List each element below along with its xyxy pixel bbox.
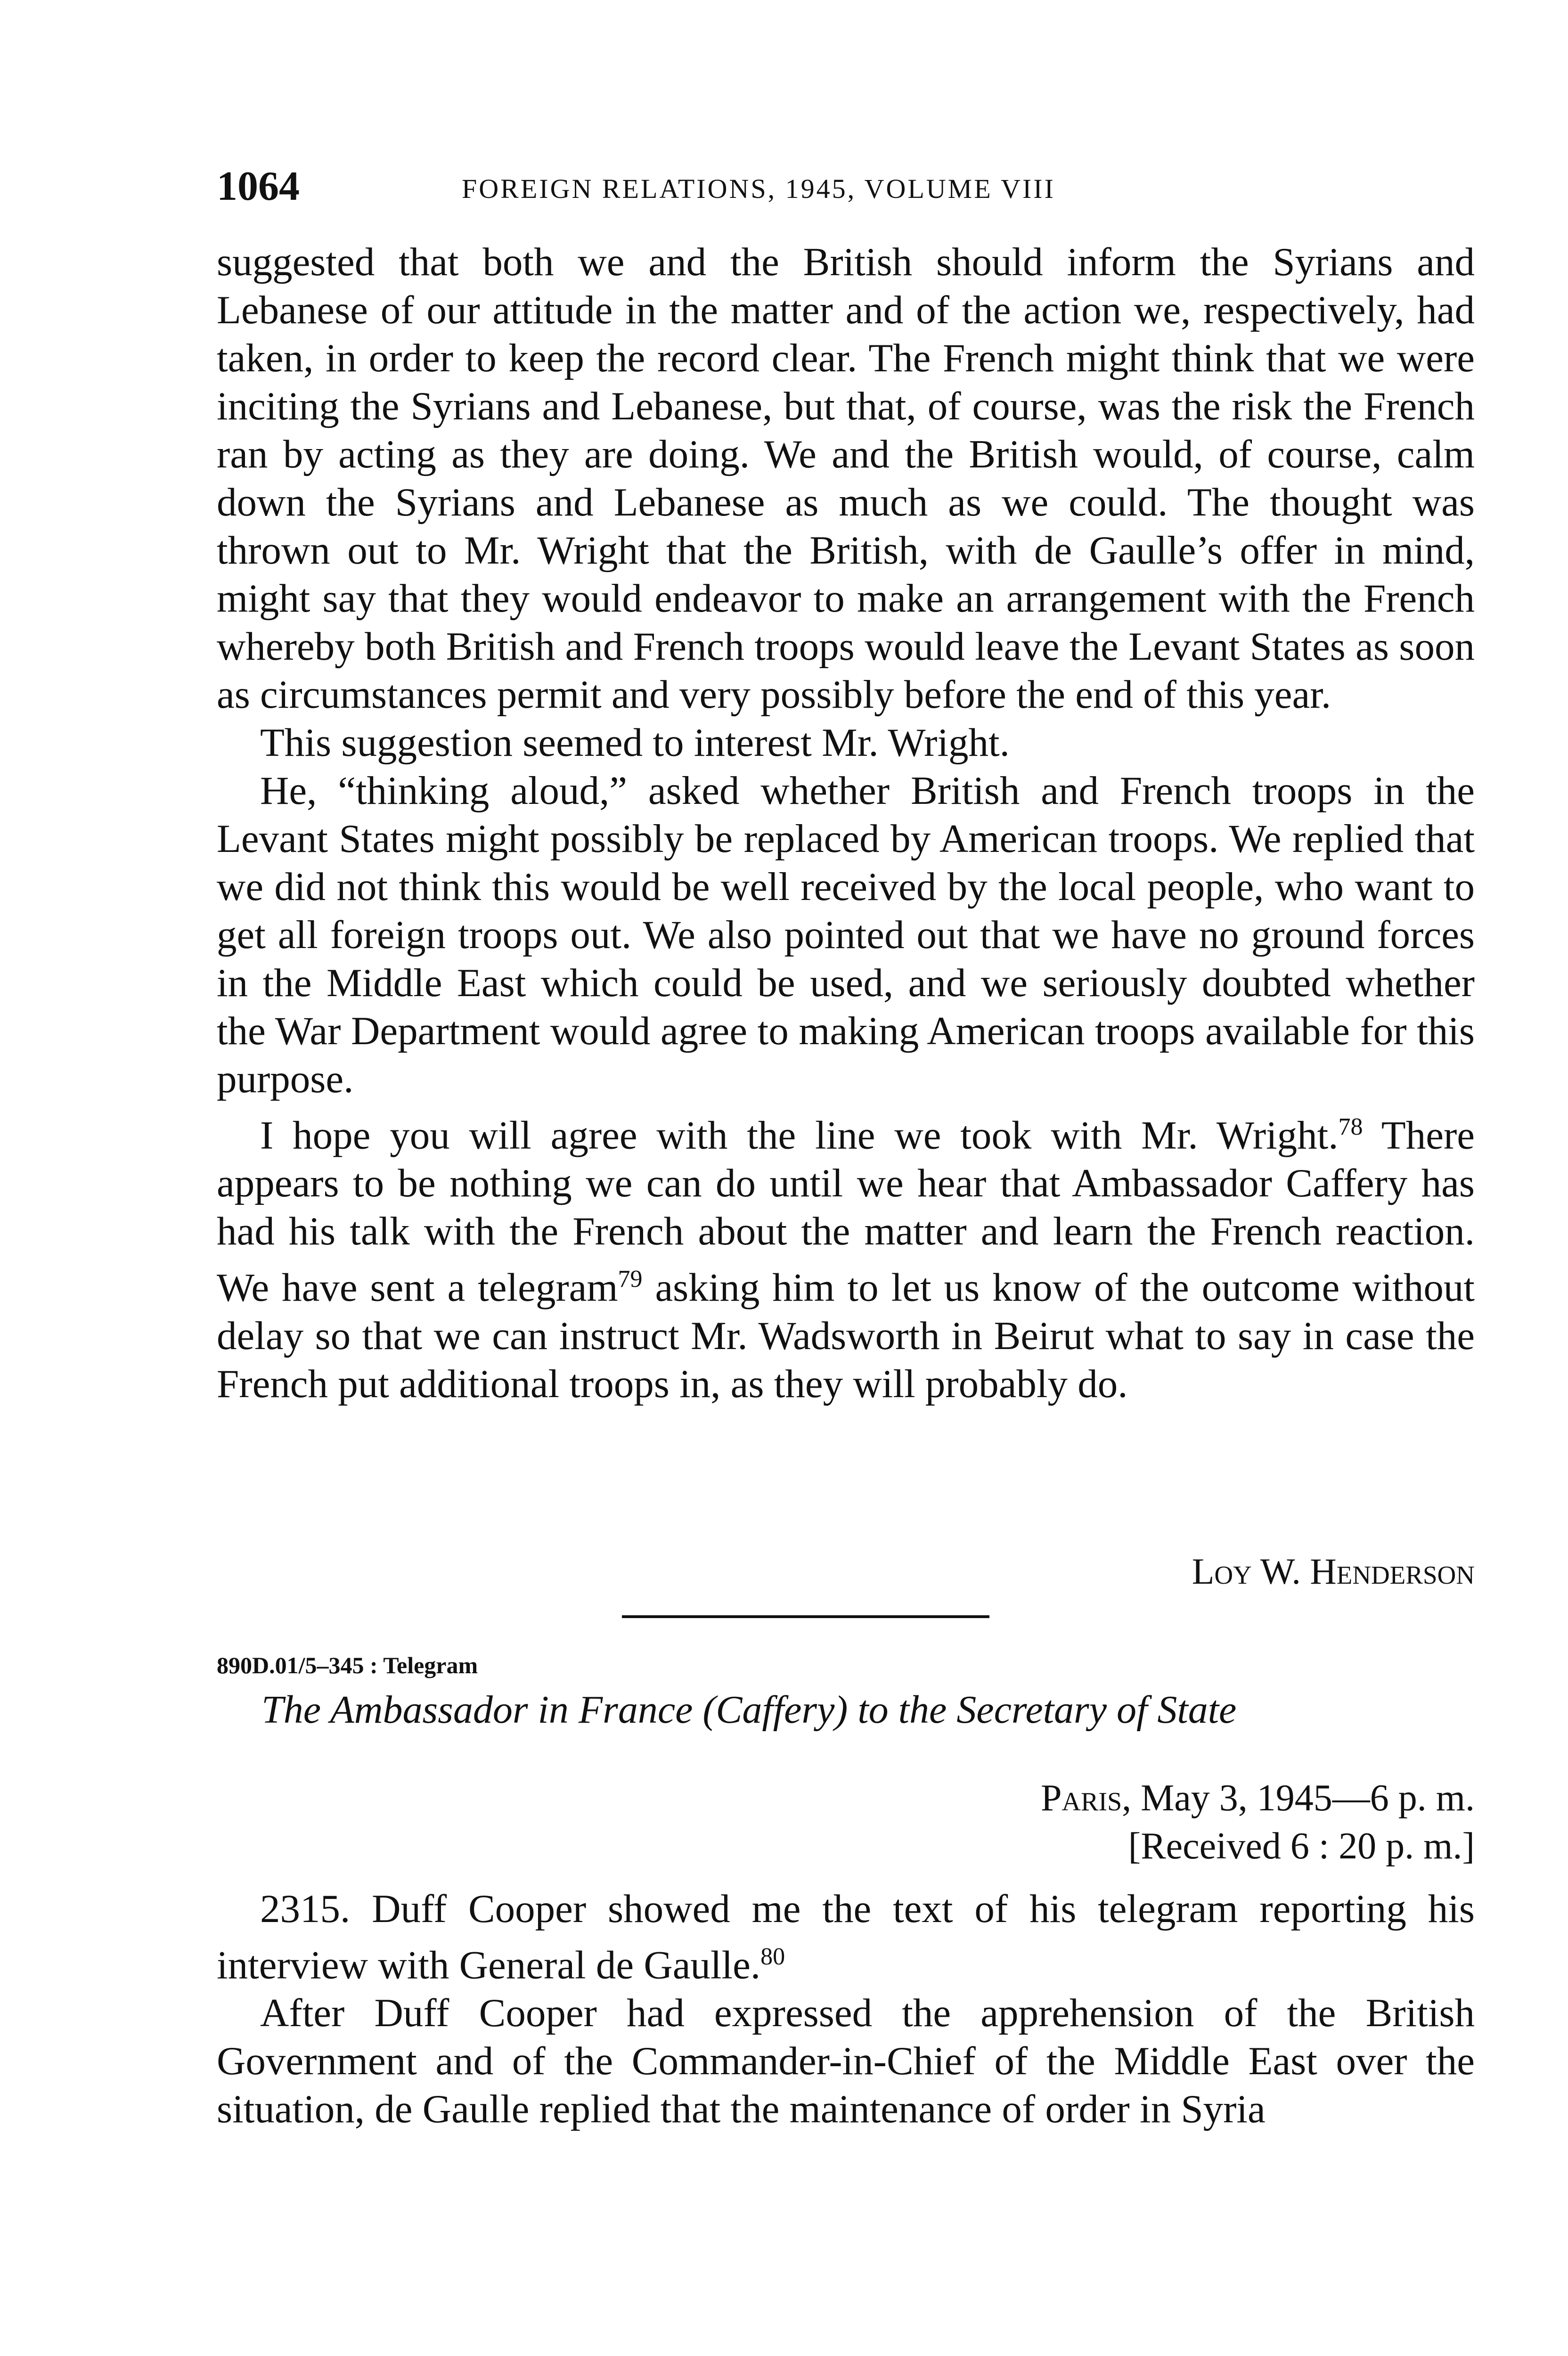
page-header — [217, 163, 1475, 219]
memo-paragraph-4 — [217, 1103, 1475, 1408]
memo-paragraph-3: He, “thinking aloud,” asked whether British and French troops in the Levant States might possibly be replaced by American troops. We replied that we did not think this would be well received by the local people, who want to get all foreign troops out. We also pointed out that we have no ground forces in the Middle East which could be used, and we seriously doubted whether the War Department would agree to making American troops available for this purpose. — [217, 769, 1475, 1101]
page-number: 1064 — [217, 164, 300, 209]
dateline-received: [Received 6 : 20 p. m.] — [1128, 1825, 1475, 1867]
memo-body — [217, 238, 1475, 1408]
telegram-paragraph-2: After Duff Cooper had expressed the apprehension of the British Government and of the Commander-in-Chief of the Middle East over the situation, de Gaulle replied that the maintenance of order in Syria — [217, 1991, 1475, 2132]
dateline — [1041, 1774, 1475, 1870]
dateline-place: Paris, — [1041, 1777, 1132, 1819]
memo-paragraph-2: This suggestion seemed to interest Mr. Wright. — [260, 720, 1010, 765]
memo-p4-text-a: I hope you will agree with the line we took with Mr. Wright. — [260, 1113, 1339, 1158]
telegram-p1-text: 2315. Duff Cooper showed me the text of his telegram reporting his interview with General de Gaulle. — [217, 1887, 1475, 1988]
footnote-ref-79: 79 — [618, 1266, 643, 1293]
dateline-date: May 3, 1945—6 p. m. — [1131, 1777, 1475, 1819]
file-reference: 890D.01/5–345 : Telegram — [217, 1652, 478, 1678]
memo-paragraph-1: suggested that both we and the British should inform the Syrians and Lebanese of our attitude in the matter and of the action we, respectively, had taken, in order to keep the record clear. The French might think that we were inciting the Syrians and Lebanese, but that, of course, was the risk the French ran by acting as they are doing. We and the British would, of course, calm down the Syrians and Lebanese as much as we could. The thought was thrown out to Mr. Wright that the British, with de Gaulle’s offer in mind, might say that they would endeavor to make an arrangement with the French whereby both British and French troops would leave the Levant States as soon as circumstances permit and very possibly before the end of this year. — [217, 240, 1475, 717]
running-head: FOREIGN RELATIONS, 1945, VOLUME VIII — [462, 173, 1055, 204]
memo-p4-text-c: asking him to let us know of the outcome without delay so that we can instruct Mr. Wadsworth in Beirut what to say in case the French put additional troops in, as they will probably do. — [217, 1265, 1475, 1406]
footnote-ref-80: 80 — [760, 1943, 785, 1970]
memo-p4-text-b: There appears to be nothing we can do until we hear that Ambassador Caffery has had his talk with the French about the matter and learn the French reaction. We have sent a telegram — [217, 1113, 1475, 1310]
dateline-sent — [1041, 1774, 1475, 1822]
telegram-paragraph-1 — [217, 1885, 1475, 1989]
telegram-body — [217, 1885, 1475, 2133]
section-divider — [622, 1615, 989, 1618]
signature: Loy W. Henderson — [1192, 1551, 1475, 1592]
document-title: The Ambassador in France (Caffery) to the Secretary of State — [261, 1688, 1237, 1732]
footnote-ref-78: 78 — [1338, 1113, 1363, 1140]
